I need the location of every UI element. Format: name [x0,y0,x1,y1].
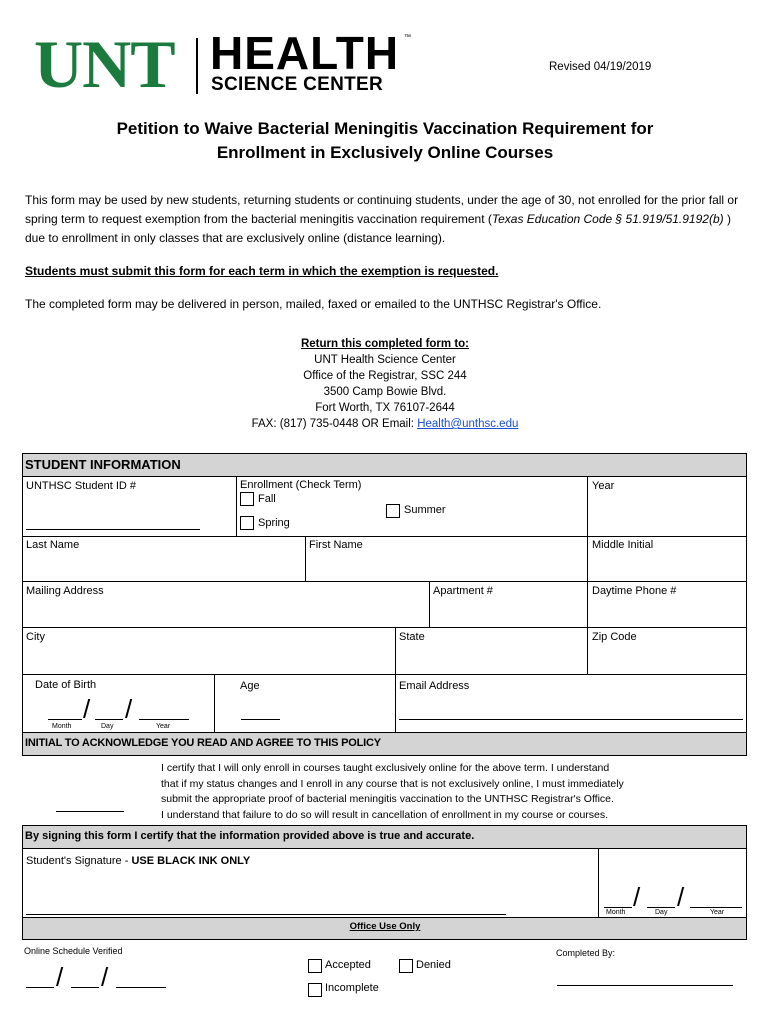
return-heading: Return this completed form to: [300,338,470,350]
policy-line-2: that if my status changes and I enroll in any course that is not exclusively online, I must immediately [161,777,624,790]
logo-divider [196,38,198,94]
dob-slash-2: / [125,694,133,724]
denied-checkbox[interactable] [399,959,413,973]
logo-health: HEALTH [210,27,400,79]
office-year-line [116,987,166,988]
middle-initial-label: Middle Initial [592,539,654,551]
fall-checkbox[interactable] [240,492,254,506]
dob-day-caption: Day [101,723,114,730]
office-day-line [71,987,99,988]
office-slash-2: / [101,962,109,992]
dob-month-caption: Month [52,723,72,730]
signature-label-text: Student's Signature - [26,855,132,867]
title-line-2: Enrollment in Exclusively Online Courses [216,143,554,162]
sign-slash-1: / [633,882,641,912]
logo-science-center: SCIENCE CENTER [211,74,384,95]
intro-text-before: This form may be used by new students, returning students or continuing students, under the age of 30, not enrolled for the prior fall or spring term to request exemption from the bacterial meningitis vaccination requirement ( [25,193,739,226]
enrollment-label: Enrollment (Check Term) [240,479,362,491]
summer-checkbox[interactable] [386,504,400,518]
sign-day-caption: Day [655,909,668,916]
dob-label: Date of Birth [35,679,97,691]
age-line [241,719,280,720]
schedule-verified-label: Online Schedule Verified [24,946,123,956]
office-month-line [26,987,54,988]
accepted-label: Accepted [325,959,371,971]
completed-by-label: Completed By: [556,948,616,958]
zip-code-label: Zip Code [592,631,637,643]
title-line-1: Petition to Waive Bacterial Meningitis Vaccination Requirement for [116,119,654,138]
first-name-label: First Name [309,539,363,551]
summer-label: Summer [404,504,446,516]
email-link[interactable]: Health@unthsc.edu [417,418,519,430]
sign-month-line [604,907,632,908]
office-use-heading: Office Use Only [349,921,421,932]
email-address-line [399,719,743,720]
black-ink-note: USE BLACK INK ONLY [131,855,251,867]
return-line-1: UNT Health Science Center [314,354,456,366]
sign-year-line [690,907,742,908]
signature-label [26,855,250,867]
form-title [0,117,770,165]
return-line-3: 3500 Camp Bowie Blvd. [323,386,447,398]
return-line-2: Office of the Registrar, SSC 244 [303,370,467,382]
policy-line-4: I understand that failure to do so will result in cancellation of enrollment in my course or courses. [161,808,609,821]
policy-line-1: I certify that I will only enroll in courses taught exclusively online for the above term. I understand [161,762,610,774]
spring-label: Spring [258,517,290,529]
return-address-block [0,336,770,432]
delivery-note: The completed form may be delivered in person, mailed, faxed or emailed to the UNTHSC Registrar's Office. [25,297,602,311]
age-label: Age [240,680,260,692]
apartment-label: Apartment # [433,585,493,597]
signature-heading: By signing this form I certify that the information provided above is true and accurate. [25,830,475,842]
incomplete-checkbox[interactable] [308,983,322,997]
student-id-line [26,529,200,530]
last-name-label: Last Name [26,539,80,551]
accepted-checkbox[interactable] [308,959,322,973]
dob-month-line [48,719,82,720]
policy-text [161,761,741,823]
logo-unt: UNT [34,26,175,102]
fax-text: FAX: (817) 735-0448 OR Email: [251,418,418,430]
revision-date: Revised 04/19/2019 [549,61,652,73]
city-label: City [26,631,45,643]
dob-slash-1: / [83,694,91,724]
dob-year-line [139,719,189,720]
daytime-phone-label: Daytime Phone # [592,585,677,597]
return-line-4: Fort Worth, TX 76107-2644 [315,402,455,414]
logo-trademark: ™ [404,34,411,41]
email-address-label: Email Address [399,680,470,692]
completed-by-line[interactable] [557,985,733,986]
denied-label: Denied [416,959,451,971]
sign-slash-2: / [677,882,685,912]
sign-day-line [647,907,675,908]
fall-label: Fall [258,493,276,505]
mailing-address-label: Mailing Address [26,585,104,597]
dob-year-caption: Year [156,723,171,730]
student-id-label: UNTHSC Student ID # [26,480,137,492]
sign-month-caption: Month [606,909,626,916]
year-label: Year [592,480,615,492]
dob-day-line [95,719,123,720]
intro-text-after: ) due to enrollment in only classes that are exclusively online (distance learning). [25,212,731,245]
student-info-heading: STUDENT INFORMATION [25,457,181,472]
initials-line[interactable] [56,811,124,812]
policy-heading: INITIAL TO ACKNOWLEDGE YOU READ AND AGREE TO THIS POLICY [25,737,381,749]
sign-year-caption: Year [710,909,725,916]
state-label: State [399,631,425,643]
signature-line [26,914,506,915]
office-slash-1: / [56,962,64,992]
city-cell[interactable] [22,627,396,675]
spring-checkbox[interactable] [240,516,254,530]
incomplete-label: Incomplete [325,982,379,994]
term-notice: Students must submit this form for each term in which the exemption is requested. [25,264,499,278]
return-contact [0,416,770,432]
policy-line-3: submit the appropriate proof of bacterial meningitis vaccination to the UNTHSC Registrar's Office. [161,793,614,805]
intro-paragraph [25,191,747,248]
intro-statute: Texas Education Code § 51.919/51.9192(b) [491,212,724,226]
